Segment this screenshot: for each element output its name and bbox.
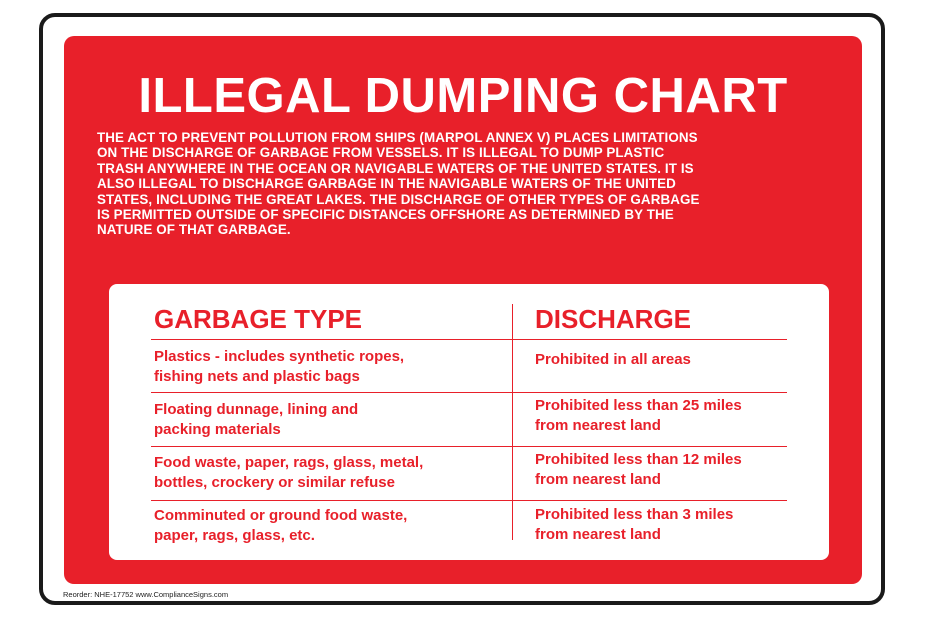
row-2-garbage-type: Floating dunnage, lining and packing materials xyxy=(154,401,359,438)
row-1-discharge: Prohibited in all areas xyxy=(535,351,691,368)
row-3-garbage-type: Food waste, paper, rags, glass, metal, bottles, crockery or similar refuse xyxy=(154,454,424,491)
row-1-garbage-type: Plastics - includes synthetic ropes, fishing nets and plastic bags xyxy=(154,348,405,385)
dumping-table xyxy=(109,284,829,560)
row-3-discharge: Prohibited less than 12 miles from nearest land xyxy=(535,451,742,488)
row-4-garbage-type: Comminuted or ground food waste, paper, rags, glass, etc. xyxy=(154,507,408,544)
row-divider xyxy=(151,500,787,501)
header-garbage-type: GARBAGE TYPE xyxy=(154,304,363,334)
sign-outer-border xyxy=(39,13,885,605)
red-panel xyxy=(64,36,862,584)
row-4-discharge: Prohibited less than 3 miles from nearest land xyxy=(535,506,734,543)
intro-paragraph: THE ACT TO PREVENT POLLUTION FROM SHIPS (MARPOL ANNEX V) PLACES LIMITATIONS ON THE DISCHARGE OF GARBAGE FROM VESSELS. IT IS ILLEGAL TO DUMP PLASTIC TRASH ANYWHERE IN THE OCEAN OR NAVIGABLE WATERS OF THE UNITED STATES. IT IS ALSO ILLEGAL TO DISCHARGE GARBAGE IN THE NAVIGABLE WATERS OF THE UNITED STATES, INCLUDING THE GREAT LAKES. THE DISCHARGE OF OTHER TYPES OF GARBAGE IS PERMITTED OUTSIDE OF SPECIFIC DISTANCES OFFSHORE AS DETERMINED BY THE NATURE OF THAT GARBAGE. xyxy=(97,130,700,238)
row-2-discharge: Prohibited less than 25 miles from nearest land xyxy=(535,397,742,434)
row-divider xyxy=(151,392,787,393)
header-discharge: DISCHARGE xyxy=(535,304,692,334)
row-divider xyxy=(151,446,787,447)
row-divider xyxy=(151,339,787,340)
reorder-footer: Reorder: NHE-17752 www.ComplianceSigns.com xyxy=(63,590,229,599)
sign-title: ILLEGAL DUMPING CHART xyxy=(138,69,788,123)
